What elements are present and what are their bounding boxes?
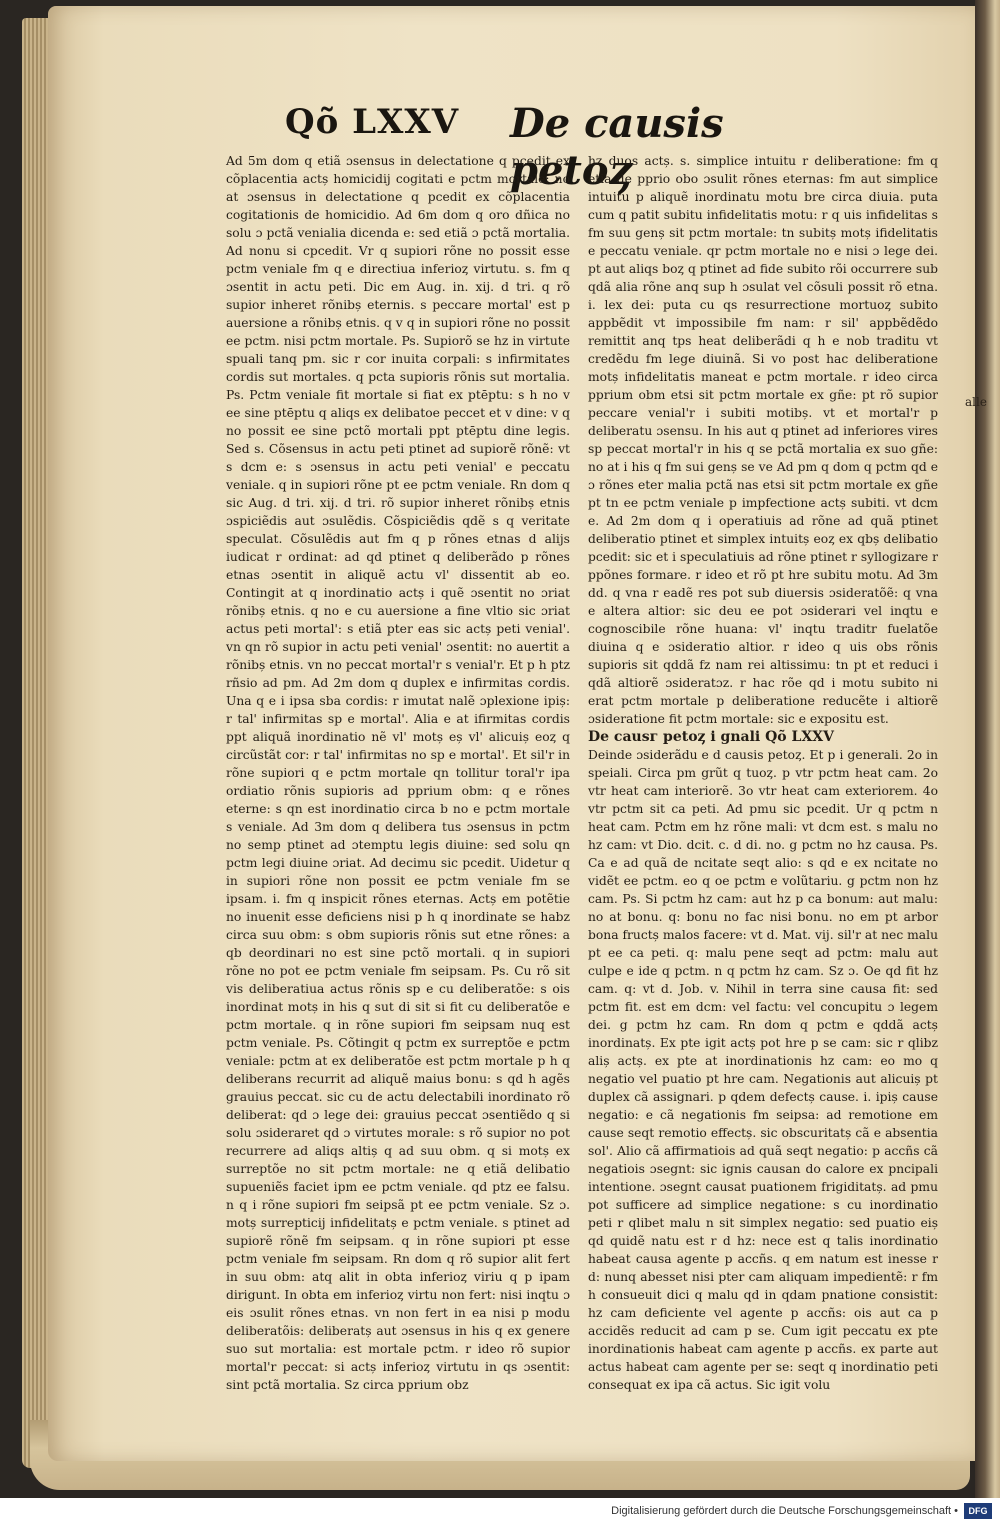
running-title: De causis petoȥ [510,100,724,194]
right-column-text-a: hz duos actș. s. simplice intuitu r deliberatione: fm q etia de pprio obo ɔsulit rõnes eternas: fm aut simplice intuitu p aliquẽ inordinatu motu bre circa diuia. puta cum q patit subitu infidelitatis motu: r q uis infidelitas s fm suu genș sit pctm mortale: tn subitș motș ifidelitatis e peccatu veniale. qr pctm mortale no e nisi ɔ lege dei. pt aut aliqs boȥ q ptinet ad fide subito rõi occurrere sub qdã alia rõne anq sup h ɔsulat vel cõsuli possit rõ etna. i. lex dei: puta cu qs resurrectione mortuoȥ subito appbẽdit vt impossibile fm nam: r sil' appbẽdẽdo remittit anq tps heat deliberãdi q h e nob traditu vt credẽdu fm lege diuinã. Si vo post hac deliberatione motș infidelitatis maneat e pctm mortale. r ideo circa pprium obm etsi sit pctm mortale ex gñe: pt rõ supior peccare venial'r i subiti motibș. vt et mortal'r p deliberatu ɔsensu. In his aut q ptinet ad inferiores vires sp peccat mortal'r in his q se pctã mortalia ex suo gñe: no at i his q fm sui genș se ve Ad pm q dom q pctm qd e ɔ rõnes eter malia pctã nas etsi sit pctm mortale ex gñe pt tn ee pctm veniale p impfectione actș subiti. vt dcm e. Ad 2m dom q i operatiuis ad rõne ad quã ptinet deliberatio ptinet et simplex intuitș eoȥ ex qbș delibatio pcedit: sic et i speculatiuis ad rõne ptinet r syllogizare r ppõnes formare. r ideo et rõ pt hre subitu motu. Ad 3m dd. q vna r eadẽ res pot sub diuersis ɔsideratõẽ: q vna e altera altior: sic deu ee pot ɔsiderari vel inqtu e cognoscibile rõne huana: vl' inqtu traditr fuelatõe diuina q e ɔsideratio altior. r ideo q uis obs rõnis supioris sit qddã fz nam rei altissimu: tn pt et reduci i qdã altiorẽ ɔsideratɔz. r hac rõe qd i motu subito ni erat pctm mortale p deliberatione reducẽte i altiorẽ ɔsideratione fit pctm mortale: sic e expositu est. [588,154,938,726]
margin-note: alle [965,395,987,409]
question-number: Qõ LXXV [285,102,460,142]
left-column [226,152,570,1392]
right-column [588,152,938,1392]
dfg-logo[interactable]: DFG [964,1503,992,1519]
section-heading: De causг petoȥ i gnali Qõ LXXV [588,729,834,745]
left-column-text: Ad 5m dom q etiã ɔsensus in delectatione q pcedit ex cõplacentia actș homicidij cogitati e pctm mortale: no at ɔsensus in delectatione q pcedit ex cõplacentia cogitationis de homicidio. Ad 6m dom q oro dñica no solu ɔ pctã venialia dicenda e: sed etiã ɔ pctã mortalia. Ad nonu si cpcedit. Vr q supiori rõne no possit esse pctm veniale fm q e directiua inferioȥ virtutu. s. fm q ɔsentit in actu peti. Dic em Aug. in. xij. d tri. q rõ supior inheret rõnibș eternis. s peccare mortal' est p auersione a rõnibș etnis. q v q in supiori rõne no possit ee pctm. nisi pctm mortale. Ps. Supiorõ se hz in virtute spuali tanq pm. sic r cor inuita corpali: s infirmitates cordis sut mortales. q pcta supioris rõnis sut mortalia. Ps. Pctm veniale fit mortale si fiat ex ptēptu: s h no v ee sine ptēptu q aliqs ex delibatoe peccet et v dine: v q no possit ee sine pctõ mortali ppt ptēptu dine legis. Sed s. Cõsensus in actu peti ptinet ad supiorẽ rõnẽ: vt s dcm e: s ɔsensus in actu peti venial' e peccatu veniale. q in supiori rõne pt ee pctm veniale. Rn dom q sic Aug. d tri. xij. d tri. rõ supior inheret rõnibș etnis ɔspiciẽdis aut ɔsulẽdis. Cõspiciẽdis qdẽ s q veritate speculat. Cõsulẽdis aut fm q p rõnes etnas d alijs iudicat r ordinat: ad qd ptinet q deliberãdo p rõnes etnas ɔsentit in aliquẽ actu vl' dissentit ab eo. Contingit at q inordinatio actș i quẽ ɔsentit no ɔriat rõnibș etnis. q no e cu auersione a fine vltio sic ɔriat actus peti mortal': s etiã pter eas sic actș peti venial'. vn qn rõ supior in actu peti venial' ɔsentit: no auertit a rõnibș etnis. vn no peccat mortal'r s venial'r. Et p h ptz rñsio ad pm. Ad 2m dom q duplex e infirmitas cordis. Una q e i ipsa sba cordis: r imutat nalẽ ɔplexione ipiș: r tal' infirmitas sp e mortal'. Alia e at ifirmitas cordis ppt aliquã inordinatio nẽ vl' motș eș vl' alicuiș eoȥ q circũstãt cor: r tal' infirmitas no sp e mortal'. Et sil'r in rõne supiori q e pctm mortale qn tollitur toral'r ipa ordiatio rõnis supioris ad pprium obm: q e rõnes eterne: s qn est inordinatio circa b no e pctm mortale s veniale. Ad 3m dom q delibera tus ɔsensus in pctm no semp ptinet ad ɔtemptu legis diuine: sed solu qn pctm legi diuine ɔriat. Ad decimu sic pcedit. Uidetur q in supiori rõne non possit ee pctm veniale fm se ipsam. i. fm q inspicit rõnes eternas. Actș em potẽtie no inuenit esse deficiens nisi p h q inordinate se habz circa suu obm: s obm supioris rõnis sut etne rõnes: a qb deordinari no est sine pctõ mortali. q in supiori rõne no pot ee pctm veniale fm seipsam. Ps. Cu rõ sit vis deliberatiua actus rõnis sp e cu deliberatõe: s ois inordinat motș in his q sut di sit si fit cu deliberatõe e pctm mortale. q in rõne supiori fm seipsam nuq est pctm veniale. Ps. Cõtingit q pctm ex surreptõe e pctm veniale: pctm at ex deliberatõe est pctm mortale p h q deliberans recurrit ad aliquẽ maius bonu: s qd h agẽs grauius peccat. sic cu de actu delectabili inordinato rõ deliberat: qd ɔ lege dei: grauius peccat ɔsentiẽdo q si solu ɔsideraret qd ɔ virtutes morale: s rõ supior no pot recurrere ad aliqs altiș q ad suu obm. q si motș ex surreptõe no sit pctm mortale: ne q etiã delibatio supueniẽs faciet ipm ee pctm veniale. qd ptz ee falsu. n q i rõne supiori fm seipsã pt ee pctm veniale. Sz ɔ. motș surrepticij infidelitatș e pctm veniale. s ptinet ad supiorẽ rõnẽ fm seipsam. q in rõne supiori pt esse pctm veniale fm seipsam. Rn dom q rõ supior alit fert in suu obm: atq alit in obta inferioȥ viriu q p ipam dirigunt. In obta em inferioȥ virtu non fert: nisi inqtu ɔ eis ɔsulit rõnes etnas. vn non fert in ea nisi p modu deliberatõis: deliberatș aut ɔsensus in his q ex genere suo sut mortalia: est mortale pctm. r ideo rõ supior mortal'r peccat: si actș inferioȥ virtutu in qs ɔsentit: sint pctã mortalia. Sz circa pprium obz [226,154,570,1392]
book-binding [975,0,1000,1500]
footer-bar [0,1498,1000,1526]
right-column-text-b: Deinde ɔsiderãdu e d causis petoȥ. Et p i generali. 2o in speiali. Circa pm grũt q tuoȥ. p vtr pctm heat cam. 2o vtr heat cam interiorẽ. 3o vtr heat cam exteriorem. 4o vtr pctm sit ca peti. Ad pmu sic pcedit. Ur q pctm n heat cam. Pctm em hz rõne mali: vt dcm est. s malu no hz cam: vt Dio. dcit. c. d di. no. g pctm no hz causa. Ps. Ca e ad quã de ncitate seqt alio: s qd e ex ncitate no vidẽt ee pctm. eo q oe pctm e volũtariu. g pctm non hz cam. Ps. Si pctm hz cam: aut hz p ca bonum: aut malu: no at bonu. q: bonu no fac nisi bonu. no em pt arbor bona fructș malos facere: vt d. Mat. vij. sil'r at nec malu pt ee ca peti. q: malu pene seqt ad pctm: malu aut culpe e ide q pctm. n q pctm hz cam. Sz ɔ. Oe qd fit hz cam. q: vt d. Job. v. Nihil in terra sine causa fit: sed pctm fit. est em dcm: vel factu: vel concupitu ɔ legem dei. g pctm hz cam. Rn dom q pctm e qddã actș inordinatș. Ex pte igit actș pot hre p se cam: sic r qlibz aliș actș. ex pte at inordinationis hz cam: eo mo q negatio vel puatio pt hre cam. Negationis aut alicuiș pt duplex cã assignari. p qdem defectș cause. i. ipiș cause negatio: e cã negationis fm seipsa: ad remotione em cause seqt remotio effectș. sic obscuritatș cã e absentia sol'. Alio cã affirmatiois ad quã seqt negatio: p accñs cã negatiois ɔsegnt: sic ignis causan do calore ex pncipali intentione. ɔsegnt causat puationem frigiditatș. ad pmu pot sufficere ad simplice negatione: s cu inordinatio peti r qlibet malu n sit simplex negatio: sed puatio eiș qd quidẽ natu est r d hz: nece est q talis inordinatio habeat causa agente p accñs. q em natum est inesse r d: nunq abesset nisi pter cam aliquam impedientẽ: r fm h consueuit dici q malu qd in qdam pnatione consistit: hz cam deficiente vel agente p accñs: ois aut ca p accidẽs reducit ad cam p se. Cum igit peccatu ex pte inordinationis habeat cam agente p accñs. ex parte aut actus habeat cam agente per se: seqt q inordinatio peti consequat ex ipa cã actus. Sic igit volu [588,748,938,1392]
footer-credit: Digitalisierung gefördert durch die Deutsche Forschungsgemeinschaft • [611,1505,958,1517]
